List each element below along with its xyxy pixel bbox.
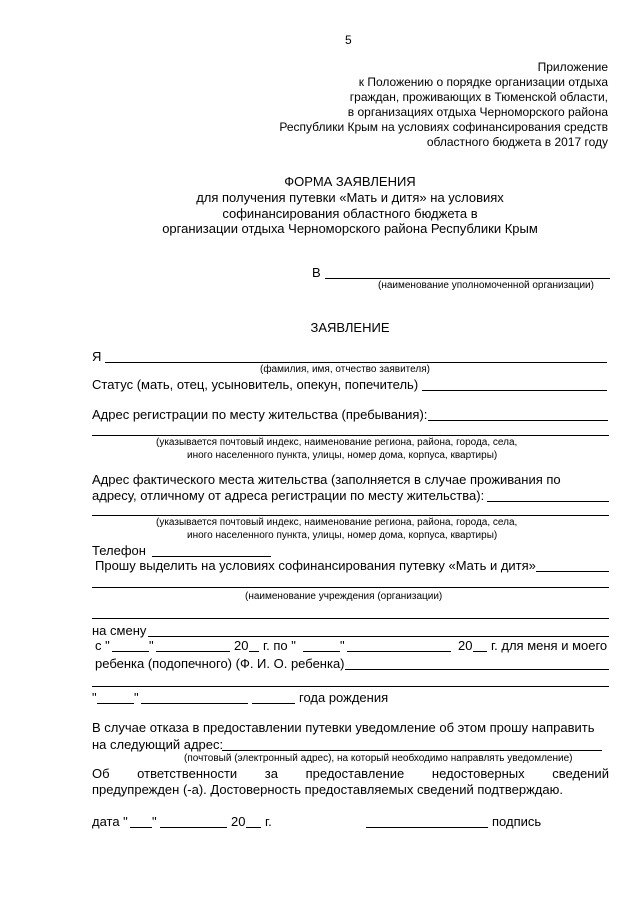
responsibility-word: недостоверных <box>431 766 525 781</box>
shift-from-day-field[interactable] <box>112 651 149 652</box>
reg-address-hint: (указывается почтовый индекс, наименование региона, района, города, села, <box>156 437 518 448</box>
shift-to-day-field[interactable] <box>303 651 340 652</box>
shift-to-month-field[interactable] <box>347 651 451 652</box>
appendix-line: граждан, проживающих в Тюменской области, <box>349 90 608 104</box>
shift-label: на смену <box>92 623 147 638</box>
institution-field[interactable] <box>92 587 609 588</box>
shift-to-suffix: г. для меня и моего <box>491 638 608 653</box>
status-field[interactable] <box>422 390 607 391</box>
reg-address-field[interactable] <box>428 420 608 421</box>
birth-day-field[interactable] <box>97 703 134 704</box>
applicant-name-field[interactable] <box>105 362 607 363</box>
responsibility-word: сведений <box>552 766 609 781</box>
appendix-line: областного бюджета в 2017 году <box>426 135 608 149</box>
birth-month-field[interactable] <box>141 703 248 704</box>
child-name-field-2[interactable] <box>92 686 609 687</box>
shift-to-year-field[interactable] <box>473 651 487 652</box>
birth-year-field[interactable] <box>252 703 295 704</box>
quote-close: " <box>149 638 154 653</box>
refusal-text: на следующий адрес: <box>92 737 224 752</box>
responsibility-word: ответственности <box>137 766 238 781</box>
quote-open: " <box>92 690 97 705</box>
phone-label: Телефон <box>92 543 146 558</box>
responsibility-word: Об <box>92 766 110 781</box>
appendix-line: в организациях отдыха Черноморского района <box>347 105 608 119</box>
page-number: 5 <box>345 33 352 47</box>
status-label: Статус (мать, отец, усыновитель, опекун, попечитель) <box>92 377 419 392</box>
shift-from-year-field[interactable] <box>249 651 259 652</box>
request-field[interactable] <box>536 571 609 572</box>
sign-day-field[interactable] <box>130 827 152 828</box>
date-prefix: дата " <box>92 814 128 829</box>
responsibility-line <box>92 766 609 781</box>
form-title-line: софинансирования областного бюджета в <box>222 206 478 221</box>
year-20: 20 <box>458 638 473 653</box>
child-label: ребенка (подопечного) (Ф. И. О. ребенка) <box>95 656 345 671</box>
reg-address-field-2[interactable] <box>92 435 609 436</box>
institution-caption: (наименование учреждения (организации) <box>245 591 443 602</box>
form-title-line: для получения путевки «Мать и дитя» на условиях <box>196 190 504 205</box>
reg-address-label: Адрес регистрации по месту жительства (пребывания): <box>92 407 428 422</box>
actual-address-hint: (указывается почтовый индекс, наименование региона, района, города, села, <box>156 517 518 528</box>
appendix-line: Республики Крым на условиях софинансирования средств <box>279 120 608 134</box>
sign-year-field[interactable] <box>246 827 261 828</box>
actual-address-field-2[interactable] <box>92 515 609 516</box>
actual-address-field[interactable] <box>487 501 609 502</box>
signature-field[interactable] <box>366 827 488 828</box>
quote-close: " <box>134 690 139 705</box>
shift-field[interactable] <box>148 636 609 637</box>
request-label: Прошу выделить на условиях софинансирования путевку «Мать и дитя» <box>95 558 536 573</box>
year-suffix: г. <box>265 814 272 829</box>
sign-month-field[interactable] <box>160 827 227 828</box>
applicant-prefix: Я <box>92 349 102 364</box>
appendix-line: Приложение <box>537 60 608 74</box>
shift-from-month-field[interactable] <box>156 651 230 652</box>
shift-from-prefix: с " <box>95 638 110 653</box>
year-20: 20 <box>234 638 249 653</box>
organization-name-field[interactable] <box>325 278 610 279</box>
responsibility-line-2: предупрежден (-а). Достоверность предоставляемых сведений подтверждаю. <box>92 782 563 797</box>
reg-address-hint: иного населенного пункта, улицы, номер дома, корпуса, квартиры) <box>187 450 498 461</box>
child-name-field[interactable] <box>345 669 609 670</box>
responsibility-word: предоставление <box>305 766 405 781</box>
quote-close: " <box>152 814 157 829</box>
applicant-caption: (фамилия, имя, отчество заявителя) <box>260 364 430 375</box>
form-title-line: организации отдыха Черноморского района Республики Крым <box>162 221 538 236</box>
organization-caption: (наименование уполномоченной организации) <box>378 280 594 291</box>
year-20: 20 <box>231 814 246 829</box>
responsibility-word: за <box>264 766 278 781</box>
statement-title: ЗАЯВЛЕНИЕ <box>310 320 390 335</box>
notification-address-field[interactable] <box>222 750 602 751</box>
appendix-line: к Положению о порядке организации отдыха <box>358 75 608 89</box>
phone-field[interactable] <box>152 556 271 557</box>
refusal-text: В случае отказа в предоставлении путевки уведомление об этом прошу направить <box>92 720 595 735</box>
shift-to-prefix: г. по " <box>263 638 296 653</box>
actual-address-label: Адрес фактического места жительства (заполняется в случае проживания по <box>92 472 561 487</box>
notification-caption: (почтовый (электронный адрес), на который необходимо направлять уведомление) <box>184 753 573 764</box>
birth-label: года рождения <box>299 690 389 705</box>
institution-field-2[interactable] <box>92 618 609 619</box>
form-title-line: ФОРМА ЗАЯВЛЕНИЯ <box>284 174 416 189</box>
signature-label: подпись <box>492 814 542 829</box>
quote-close: " <box>340 638 345 653</box>
to-prefix: В <box>312 265 321 280</box>
actual-address-label: адресу, отличному от адреса регистрации по месту жительства): <box>92 488 485 503</box>
actual-address-hint: иного населенного пункта, улицы, номер дома, корпуса, квартиры) <box>187 530 498 541</box>
